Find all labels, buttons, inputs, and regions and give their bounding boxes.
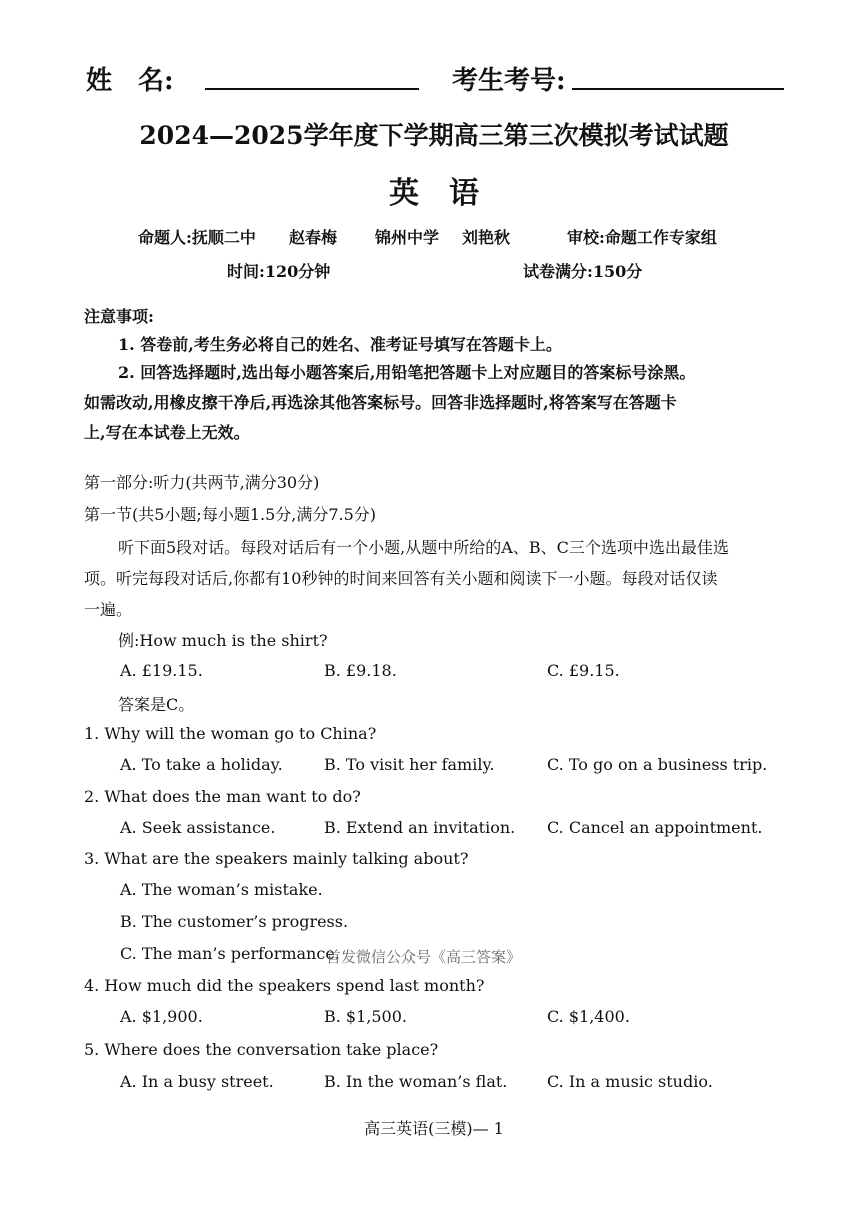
notice-item-2-line-1: 2. 回答选择题时,选出每小题答案后,用铅笔把答题卡上对应题目的答案标号涂黑。 [118, 363, 696, 382]
exam-title: 2024—2025学年度下学期高三第三次模拟考试试题 [139, 121, 729, 150]
question-3-option-a: A. The woman’s mistake. [120, 880, 323, 899]
name-field-line[interactable] [205, 88, 419, 90]
candidate-id-field-line[interactable] [572, 88, 784, 90]
notice-item-2-line-3: 上,写在本试卷上无效。 [84, 423, 250, 442]
example-option-c: C. £9.15. [547, 661, 620, 680]
example-answer: 答案是C。 [118, 695, 195, 714]
question-5-option-c: C. In a music studio. [547, 1072, 713, 1091]
setter-name-1: 赵春梅 [289, 228, 338, 247]
exam-time: 时间:120分钟 [227, 262, 331, 281]
question-4-option-c: C. $1,400. [547, 1007, 630, 1026]
name-label: 姓 名: [86, 66, 174, 96]
page-footer: 高三英语(三模)— 1 [364, 1119, 504, 1138]
question-5: 5. Where does the conversation take place? [84, 1040, 439, 1059]
question-2-option-a: A. Seek assistance. [120, 818, 276, 837]
setter-school: 命题人:抚顺二中 [138, 228, 256, 247]
question-2-option-c: C. Cancel an appointment. [547, 818, 763, 837]
setter-name-2: 刘艳秋 [462, 228, 511, 247]
instructions-line-2: 项。听完每段对话后,你都有10秒钟的时间来回答有关小题和阅读下一小题。每段对话仅读 [84, 569, 718, 588]
question-4-option-b: B. $1,500. [324, 1007, 407, 1026]
subject-title: 英 语 [389, 176, 479, 211]
question-2: 2. What does the man want to do? [84, 787, 361, 806]
review-group: 审校:命题工作专家组 [567, 228, 717, 247]
setter-school-2: 锦州中学 [375, 228, 440, 247]
question-3: 3. What are the speakers mainly talking about? [84, 849, 469, 868]
instructions-line-1: 听下面5段对话。每段对话后有一个小题,从题中所给的A、B、C三个选项中选出最佳选 [118, 538, 729, 557]
question-1-option-a: A. To take a holiday. [120, 755, 283, 774]
example-question: 例:How much is the shirt? [118, 631, 328, 650]
section1-heading: 第一节(共5小题;每小题1.5分,满分7.5分) [84, 505, 377, 524]
question-3-option-b: B. The customer’s progress. [120, 912, 349, 931]
notice-item-2-line-2: 如需改动,用橡皮擦干净后,再选涂其他答案标号。回答非选择题时,将答案写在答题卡 [84, 393, 677, 412]
question-1-option-c: C. To go on a business trip. [547, 755, 768, 774]
candidate-id-label: 考生考号: [452, 66, 566, 96]
question-5-option-a: A. In a busy street. [120, 1072, 274, 1091]
question-4-option-a: A. $1,900. [120, 1007, 203, 1026]
full-score: 试卷满分:150分 [523, 262, 643, 281]
question-3-option-c: C. The man’s performance. [120, 944, 340, 963]
example-option-b: B. £9.18. [324, 661, 397, 680]
question-4: 4. How much did the speakers spend last month? [84, 976, 485, 995]
part1-heading: 第一部分:听力(共两节,满分30分) [84, 473, 320, 492]
example-option-a: A. £19.15. [120, 661, 203, 680]
question-1: 1. Why will the woman go to China? [84, 724, 377, 743]
notice-item-1: 1. 答卷前,考生务必将自己的姓名、准考证号填写在答题卡上。 [118, 335, 562, 354]
question-2-option-b: B. Extend an invitation. [324, 818, 516, 837]
question-1-option-b: B. To visit her family. [324, 755, 495, 774]
instructions-line-3: 一遍。 [84, 600, 133, 619]
notice-heading: 注意事项: [84, 307, 154, 326]
question-5-option-b: B. In the woman’s flat. [324, 1072, 508, 1091]
watermark-text: 首发微信公众号《高三答案》 [326, 948, 522, 966]
